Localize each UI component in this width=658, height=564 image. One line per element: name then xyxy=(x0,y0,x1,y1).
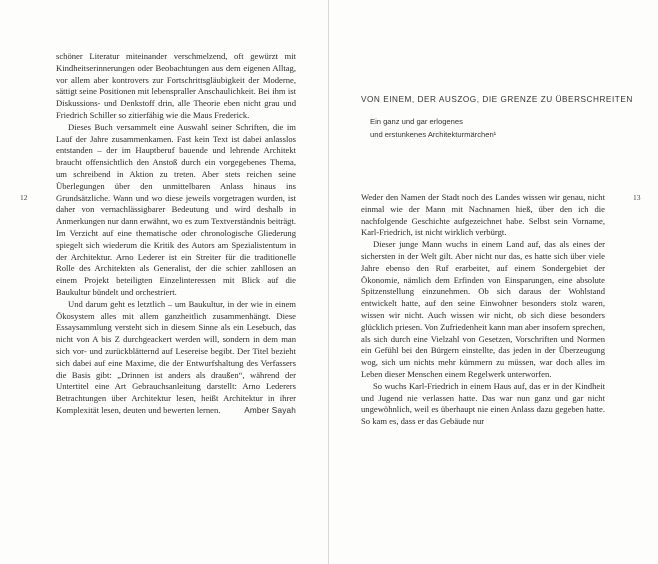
chapter-subtitle-line2: und erstunkenes Architekturmärchen¹ xyxy=(370,130,497,139)
right-paragraph: Dieser junge Mann wuchs in einem Land auf, das als eines der sichersten in der Welt gilt. Aber nicht nur das, es hatte sich über viele Jahre ebenso den Ruf erarbeitet, auf einem Sondergebiet der Ökonomie, nämlich dem Erfinden von Einsparungen, eine absolute Spitzenstellung einzunehmen. Ob sich daraus der Wohlstand entwickelt hatte, auf den seine Einwohner besonders stolz waren, wissen wir nicht. Auch wissen wir nicht, ob sich diese besonders glücklich priesen. Von Zufriedenheit kann man aber insofern sprechen, als sich durch eine Vielzahl von Gesetzen, Vorschriften und Normen ein Gefühl bei den Bürgern einstellte, das jeden in der Überzeugung wog, sich um nichts mehr kümmern zu müssen, war doch alles im Leben dieser Menschen einem Regelwerk unterworfen. xyxy=(361,239,605,379)
left-page-body xyxy=(56,51,296,417)
right-page-number: 13 xyxy=(633,193,641,202)
left-paragraph xyxy=(56,299,296,417)
chapter-subtitle-line1: Ein ganz und gar erlogenes xyxy=(370,117,463,126)
left-paragraph: Dieses Buch versammelt eine Auswahl seiner Schriften, die im Lauf der Jahre zusammenkamen. Fast kein Text ist dabei anlasslos entstanden – der im Hauptberuf bauende und lehrende Architekt braucht offensichtlich den Anstoß durch ein vorgegebenes Thema, um schreibend in Aktion zu treten. Aber stets reichen seine Überlegungen über den unmittelbaren Anlass hinaus ins Grundsätzliche. Wann und wo diese jeweils vorgetragen wurden, ist daher von vernachlässigbarer Bedeutung und wird deshalb in Anmerkungen nur dann erwähnt, wo es zum Textverständnis beiträgt. Im Verzicht auf eine thematische oder chronologische Gliederung spiegelt sich wiederum die Kritik des Autors am Spezialistentum in der Architektur. Arno Lederer ist ein Streiter für die traditionelle Rolle des Architekten als Generalist, der die schier zahllosen an einem Projekt beteiligten Einzelinteressen mit Blick auf die Baukultur bündelt und orchestriert. xyxy=(56,121,296,297)
right-page-body xyxy=(361,192,605,428)
left-page-number: 12 xyxy=(20,193,28,202)
chapter-title: VON EINEM, DER AUSZOG, DIE GRENZE ZU ÜBERSCHREITEN xyxy=(361,95,633,104)
left-paragraph: schöner Literatur miteinander verschmelzend, oft gewürzt mit Kindheitserinnerungen oder Beobachtungen aus dem eigenen Alltag, vor allem aber kontrovers zur Fortschrittsgläubigkeit der Moderne, sättigt seine Positionen mit lebenspraller Anschaulichkeit. Bei ihm ist Diskussions- und Denkstoff drin, alle Theorie eben nicht grau und Friedrich Schiller so zitierfähig wie die Maus Frederick. xyxy=(56,51,296,120)
right-paragraph: Weder den Namen der Stadt noch des Landes wissen wir genau, nicht einmal wie der Mann mit Nachnamen hieß, über den ich die nachfolgende Geschichte aufgezeichnet habe. Selbst sein Vorname, Karl-Friedrich, ist nicht wirklich verbürgt. xyxy=(361,192,605,238)
left-paragraph-text: Und darum geht es letztlich – um Baukultur, in der wie in einem Ökosystem alles mit allem ganzheitlich zusammenhängt. Diese Essaysammlung versteht sich in diesem Sinne als ein Lesebuch, das nicht von A bis Z durchgeackert werden will, sondern in dem man sich vor- und zurückblätternd auf Lesereise begibt. Der Titel bezieht sich dabei auf eine Maxime, die der Entwurfshaltung des Verfassers die Basis gibt: „Drinnen ist anders als draußen“, während der Untertitel eine Art Gebrauchsanleitung darstellt: Arno Lederers Betrachtungen über Architektur lesen, heißt Architektur in ihrer Komplexität lesen, deuten und bewerten lernen. xyxy=(56,298,296,415)
author-signature: Amber Sayah xyxy=(244,405,296,415)
right-paragraph: So wuchs Karl-Friedrich in einem Haus auf, das er in der Kindheit und Jugend nie verlassen hatte. Das war nun ganz und gar nicht ungewöhnlich, weil es überhaupt nie einen Anlass dazu gegeben hatte. So kam es, dass er das Gebäude nur xyxy=(361,380,605,427)
